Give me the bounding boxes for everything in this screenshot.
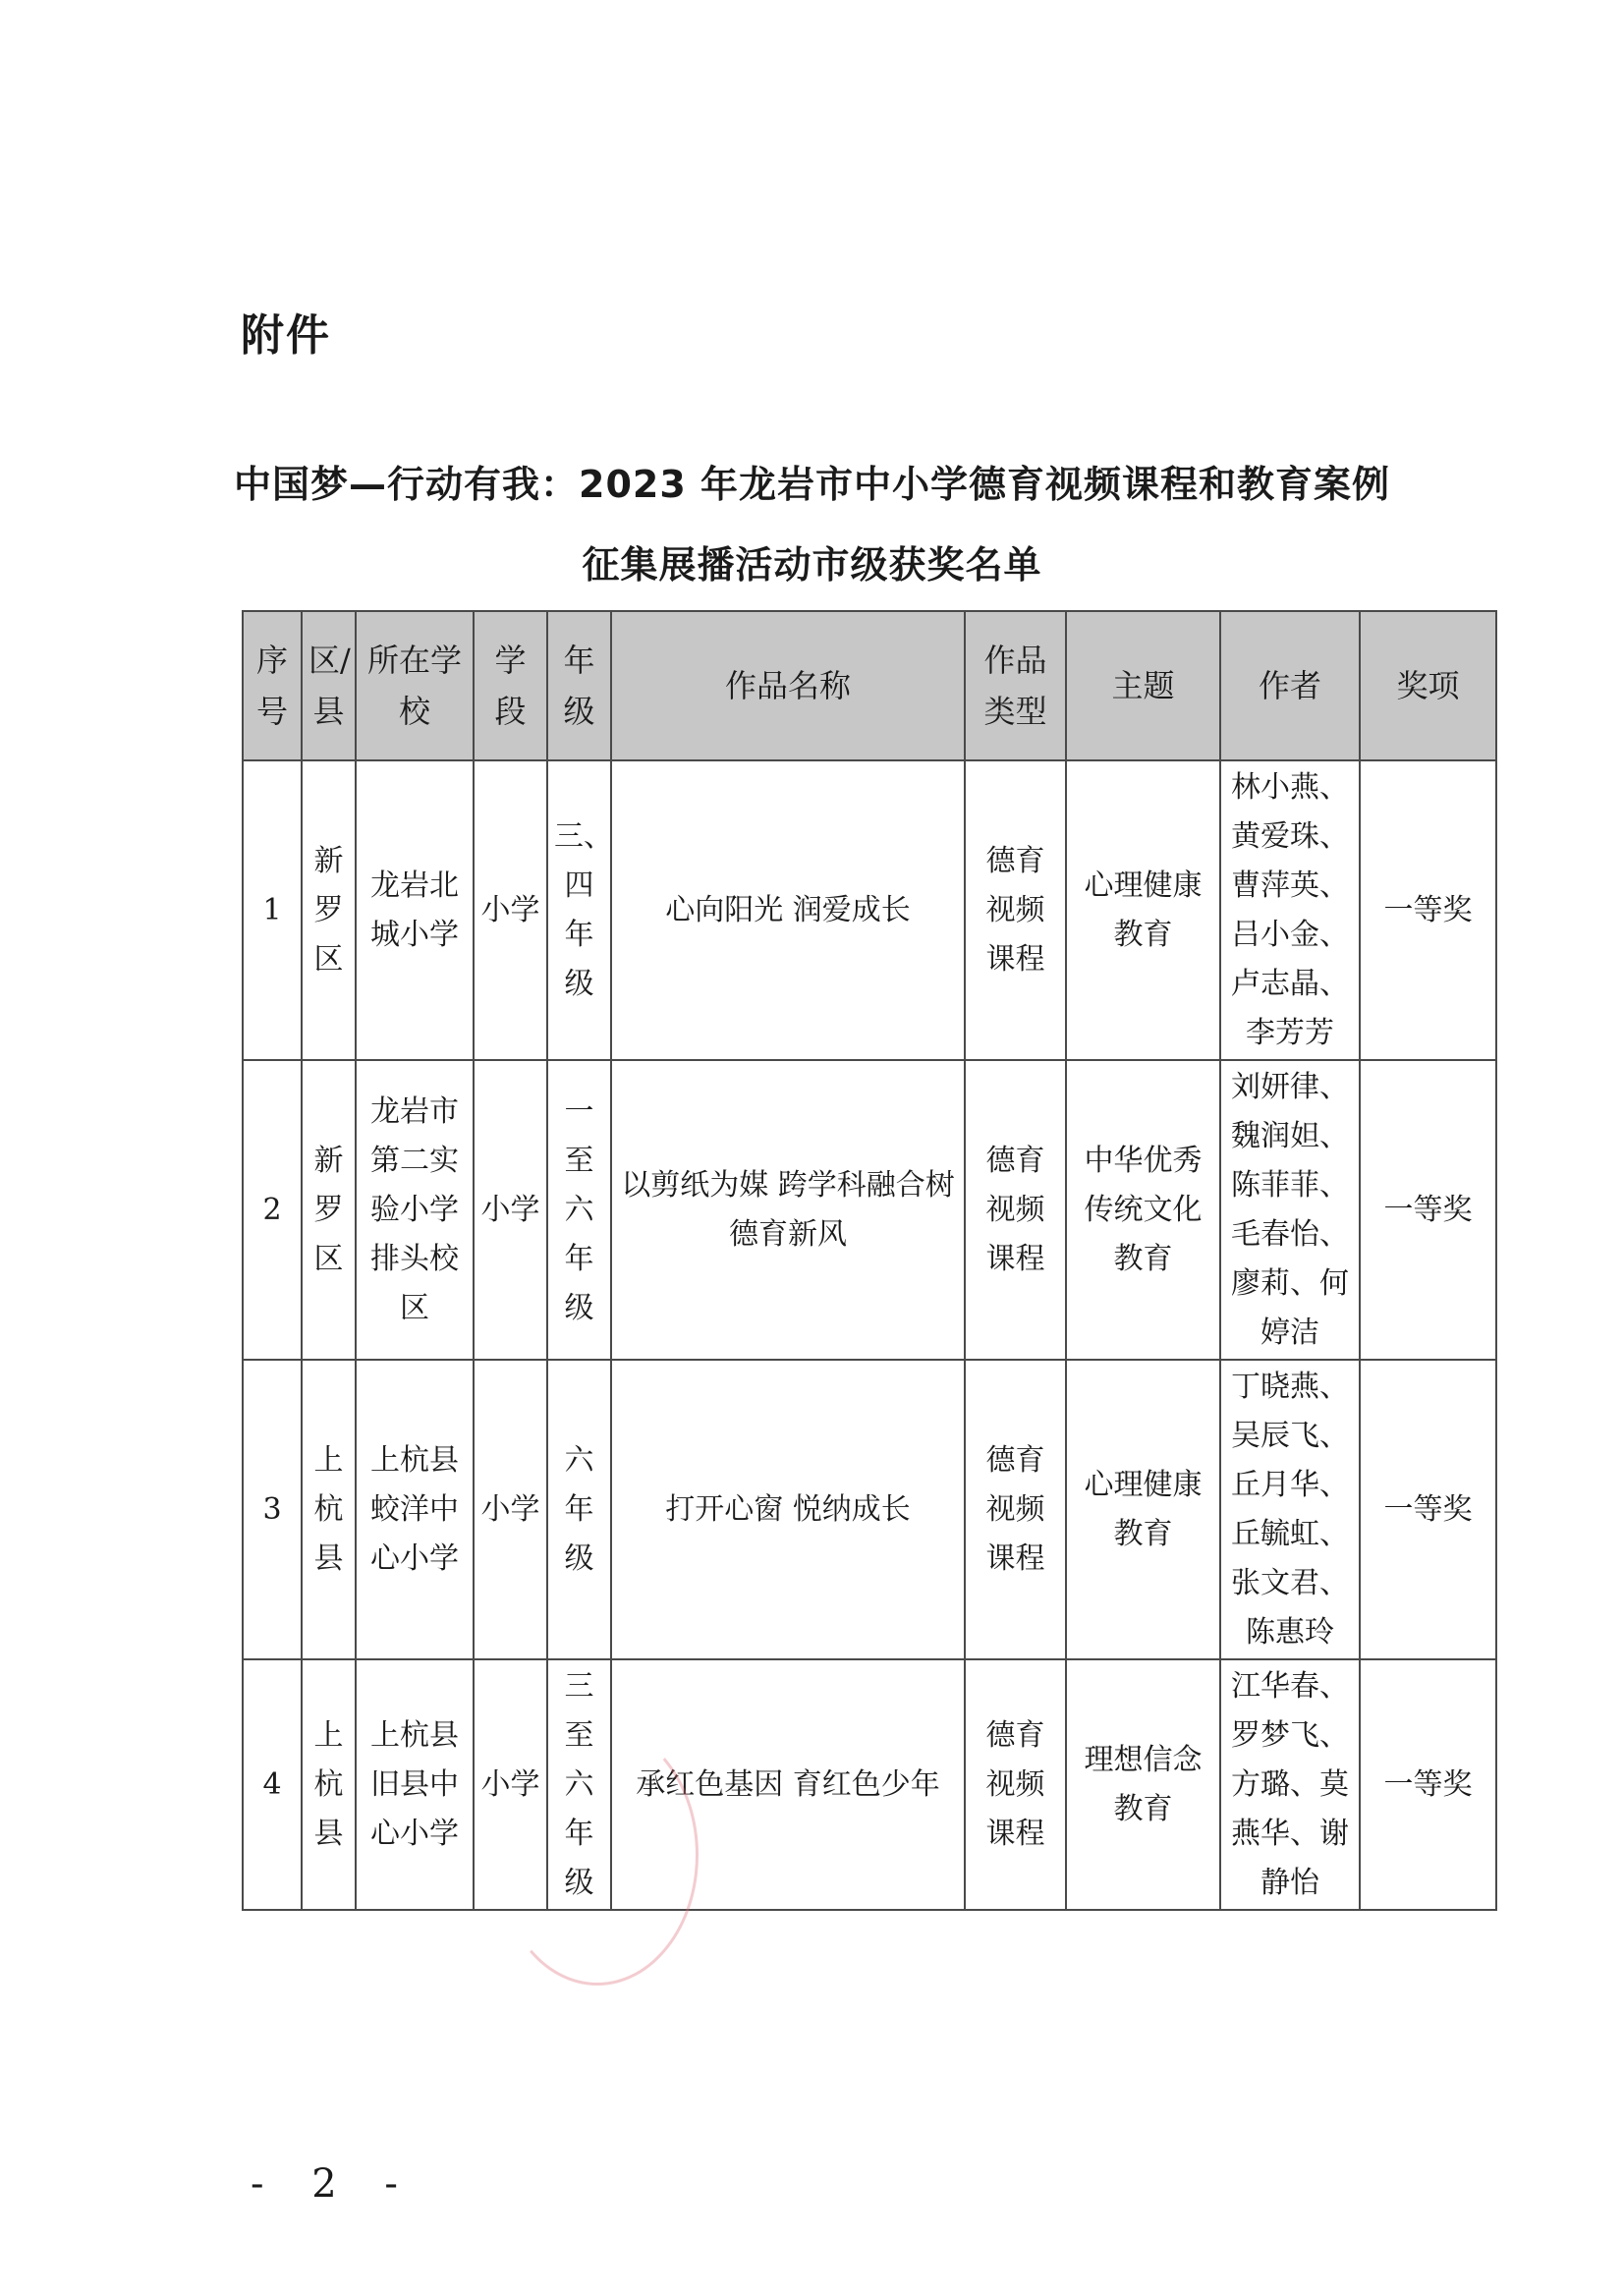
cell-theme: 心理健康教育 [1066,760,1220,1060]
header-grade: 年级 [547,611,611,760]
cell-school: 上杭县旧县中心小学 [356,1659,474,1910]
cell-theme: 理想信念教育 [1066,1659,1220,1910]
cell-theme: 心理健康教育 [1066,1360,1220,1659]
header-type: 作品类型 [965,611,1066,760]
cell-authors: 林小燕、黄爱珠、曹萍英、吕小金、卢志晶、李芳芳 [1220,760,1360,1060]
cell-seq: 4 [243,1659,302,1910]
cell-theme: 中华优秀传统文化教育 [1066,1060,1220,1360]
document-title-line2: 征集展播活动市级获奖名单 [582,543,1042,587]
cell-authors: 江华春、罗梦飞、方璐、莫燕华、谢静怡 [1220,1659,1360,1910]
cell-authors: 刘妍律、魏润妲、陈菲菲、毛春怡、廖莉、何婷洁 [1220,1060,1360,1360]
table-row [243,1659,1496,1910]
cell-district: 上杭县 [302,1659,356,1910]
cell-authors: 丁晓燕、吴辰飞、丘月华、丘毓虹、张文君、陈惠玲 [1220,1360,1360,1659]
cell-school: 龙岩北城小学 [356,760,474,1060]
header-district: 区/县 [302,611,356,760]
cell-district: 新罗区 [302,1060,356,1360]
cell-seq: 2 [243,1060,302,1360]
table-row [243,1360,1496,1659]
header-theme: 主题 [1066,611,1220,760]
cell-district: 上杭县 [302,1360,356,1659]
cell-school: 上杭县蛟洋中心小学 [356,1360,474,1659]
cell-award: 一等奖 [1360,1060,1496,1360]
cell-stage: 小学 [474,760,547,1060]
cell-award: 一等奖 [1360,760,1496,1060]
cell-type: 德育视频课程 [965,760,1066,1060]
cell-work: 心向阳光 润爱成长 [611,760,965,1060]
header-work: 作品名称 [611,611,965,760]
document-title-line1: 中国梦—行动有我：2023 年龙岩市中小学德育视频课程和教育案例 [234,463,1390,506]
cell-school: 龙岩市第二实验小学排头校区 [356,1060,474,1360]
cell-grade: 三至六年级 [547,1659,611,1910]
cell-award: 一等奖 [1360,1659,1496,1910]
cell-district: 新罗区 [302,760,356,1060]
cell-type: 德育视频课程 [965,1659,1066,1910]
table-row [243,1060,1496,1360]
awards-table [242,610,1497,1911]
cell-seq: 1 [243,760,302,1060]
table-header-row [243,611,1496,760]
cell-type: 德育视频课程 [965,1360,1066,1659]
cell-work: 打开心窗 悦纳成长 [611,1360,965,1659]
cell-stage: 小学 [474,1659,547,1910]
cell-grade: 一至六年级 [547,1060,611,1360]
header-seq: 序号 [243,611,302,760]
cell-work: 承红色基因 育红色少年 [611,1659,965,1910]
cell-stage: 小学 [474,1360,547,1659]
cell-award: 一等奖 [1360,1360,1496,1659]
attachment-label: 附件 [241,310,331,361]
cell-type: 德育视频课程 [965,1060,1066,1360]
cell-seq: 3 [243,1360,302,1659]
faint-red-seal-mark [496,1724,699,1986]
table-row [243,760,1496,1060]
cell-grade: 三、四年级 [547,760,611,1060]
page-number: - 2 - [251,2161,416,2207]
cell-grade: 六年级 [547,1360,611,1659]
header-award: 奖项 [1360,611,1496,760]
cell-stage: 小学 [474,1060,547,1360]
header-stage: 学段 [474,611,547,760]
header-school: 所在学校 [356,611,474,760]
header-authors: 作者 [1220,611,1360,760]
cell-work: 以剪纸为媒 跨学科融合树德育新风 [611,1060,965,1360]
